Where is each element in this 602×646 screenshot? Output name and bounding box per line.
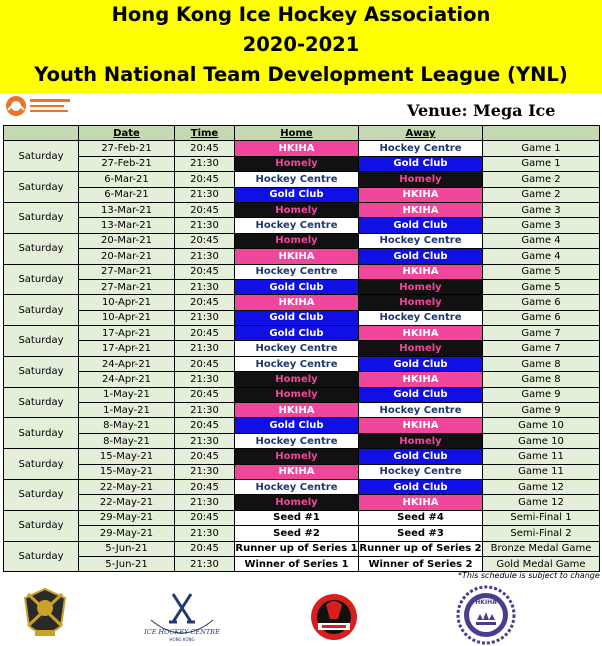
game-cell: Game 3 (483, 202, 600, 217)
time-cell: 20:45 (175, 172, 235, 187)
date-cell: 15-May-21 (79, 464, 175, 479)
home-team-cell: Gold Club (235, 187, 359, 202)
game-cell: Semi-Final 2 (483, 526, 600, 541)
time-cell: 21:30 (175, 526, 235, 541)
away-team-cell: Winner of Series 2 (359, 556, 483, 571)
time-cell: 21:30 (175, 341, 235, 356)
table-row (4, 295, 600, 310)
time-cell: 20:45 (175, 326, 235, 341)
date-cell: 27-Feb-21 (79, 141, 175, 156)
game-cell: Game 1 (483, 156, 600, 171)
home-team-cell: Homely (235, 233, 359, 248)
title-line-2: 2020-2021 (242, 33, 360, 56)
schedule-table (3, 125, 600, 572)
home-team-cell: Hockey Centre (235, 218, 359, 233)
day-cell: Saturday (4, 264, 79, 295)
time-cell: 20:45 (175, 387, 235, 402)
game-cell: Game 10 (483, 418, 600, 433)
time-cell: 21:30 (175, 495, 235, 510)
away-team-cell: Gold Club (359, 356, 483, 371)
away-team-cell: HKIHA (359, 202, 483, 217)
table-row (4, 326, 600, 341)
game-cell: Game 5 (483, 279, 600, 294)
time-cell: 21:30 (175, 249, 235, 264)
date-cell: 13-Mar-21 (79, 218, 175, 233)
away-team-cell: Homely (359, 172, 483, 187)
game-cell: Game 10 (483, 433, 600, 448)
away-team-cell: HKIHA (359, 264, 483, 279)
home-team-cell: Seed #1 (235, 510, 359, 525)
table-row (4, 556, 600, 571)
date-cell: 27-Mar-21 (79, 264, 175, 279)
table-row (4, 341, 600, 356)
lcsd-logo (5, 94, 75, 120)
day-cell: Saturday (4, 172, 79, 203)
day-cell: Saturday (4, 141, 79, 172)
table-row (4, 141, 600, 156)
game-cell: Game 9 (483, 387, 600, 402)
home-team-cell: Homely (235, 156, 359, 171)
game-cell: Game 8 (483, 372, 600, 387)
table-row (4, 356, 600, 371)
table-row (4, 403, 600, 418)
table-row (4, 264, 600, 279)
game-cell: Game 4 (483, 249, 600, 264)
home-team-cell: Hockey Centre (235, 264, 359, 279)
time-cell: 20:45 (175, 541, 235, 556)
time-cell: 21:30 (175, 464, 235, 479)
away-team-cell: Hockey Centre (359, 141, 483, 156)
date-cell: 24-Apr-21 (79, 356, 175, 371)
header-game (483, 126, 600, 141)
away-team-cell: HKIHA (359, 372, 483, 387)
game-cell: Game 6 (483, 295, 600, 310)
day-cell: Saturday (4, 387, 79, 418)
game-cell: Game 1 (483, 141, 600, 156)
time-cell: 20:45 (175, 141, 235, 156)
time-cell: 21:30 (175, 556, 235, 571)
date-cell: 8-May-21 (79, 418, 175, 433)
game-cell: Game 12 (483, 495, 600, 510)
day-cell: Saturday (4, 510, 79, 541)
time-cell: 20:45 (175, 356, 235, 371)
game-cell: Gold Medal Game (483, 556, 600, 571)
time-cell: 20:45 (175, 449, 235, 464)
home-team-cell: HKIHA (235, 464, 359, 479)
day-cell: Saturday (4, 449, 79, 480)
title-line-3: Youth National Team Development League (YNL) (34, 63, 568, 86)
header-away: Away (359, 126, 483, 141)
date-cell: 22-May-21 (79, 479, 175, 494)
table-row (4, 202, 600, 217)
away-team-cell: Hockey Centre (359, 464, 483, 479)
home-team-cell: Seed #2 (235, 526, 359, 541)
away-team-cell: Runner up of Series 2 (359, 541, 483, 556)
table-row (4, 387, 600, 402)
home-team-cell: Gold Club (235, 279, 359, 294)
table-row (4, 279, 600, 294)
away-team-cell: Hockey Centre (359, 233, 483, 248)
date-cell: 17-Apr-21 (79, 326, 175, 341)
time-cell: 21:30 (175, 433, 235, 448)
day-cell: Saturday (4, 233, 79, 264)
date-cell: 8-May-21 (79, 433, 175, 448)
away-team-cell: Homely (359, 295, 483, 310)
time-cell: 20:45 (175, 233, 235, 248)
day-cell: Saturday (4, 541, 79, 572)
hkiha-logo (455, 584, 517, 646)
away-team-cell: HKIHA (359, 418, 483, 433)
time-cell: 21:30 (175, 279, 235, 294)
hockey-centre-logo-subtext: HONG KONG (169, 637, 195, 642)
table-row (4, 464, 600, 479)
game-cell: Game 7 (483, 341, 600, 356)
day-cell: Saturday (4, 479, 79, 510)
game-cell: Game 4 (483, 233, 600, 248)
away-team-cell: Seed #3 (359, 526, 483, 541)
home-team-cell: Homely (235, 449, 359, 464)
home-team-cell: Homely (235, 202, 359, 217)
away-team-cell: HKIHA (359, 187, 483, 202)
header-time: Time (175, 126, 235, 141)
away-team-cell: Hockey Centre (359, 310, 483, 325)
date-cell: 20-Mar-21 (79, 233, 175, 248)
away-team-cell: Gold Club (359, 218, 483, 233)
table-row (4, 249, 600, 264)
time-cell: 21:30 (175, 372, 235, 387)
table-row (4, 218, 600, 233)
time-cell: 21:30 (175, 403, 235, 418)
game-cell: Game 3 (483, 218, 600, 233)
day-cell: Saturday (4, 356, 79, 387)
date-cell: 13-Mar-21 (79, 202, 175, 217)
home-team-cell: Hockey Centre (235, 433, 359, 448)
hkiha-logo-text: HKIHA (475, 599, 497, 606)
table-row (4, 526, 600, 541)
date-cell: 10-Apr-21 (79, 295, 175, 310)
hong-kong-police-logo (20, 586, 70, 644)
game-cell: Game 12 (483, 479, 600, 494)
header-date: Date (79, 126, 175, 141)
home-team-cell: HKIHA (235, 249, 359, 264)
home-team-cell: HKIHA (235, 403, 359, 418)
away-team-cell: Homely (359, 433, 483, 448)
day-cell: Saturday (4, 326, 79, 357)
table-row (4, 510, 600, 525)
date-cell: 27-Mar-21 (79, 279, 175, 294)
away-team-cell: Gold Club (359, 449, 483, 464)
away-team-cell: Gold Club (359, 156, 483, 171)
date-cell: 5-Jun-21 (79, 541, 175, 556)
table-row (4, 187, 600, 202)
game-cell: Game 2 (483, 187, 600, 202)
time-cell: 20:45 (175, 510, 235, 525)
game-cell: Game 7 (483, 326, 600, 341)
away-team-cell: Homely (359, 279, 483, 294)
header-home: Home (235, 126, 359, 141)
date-cell: 24-Apr-21 (79, 372, 175, 387)
time-cell: 20:45 (175, 479, 235, 494)
away-team-cell: Gold Club (359, 479, 483, 494)
date-cell: 6-Mar-21 (79, 172, 175, 187)
table-row (4, 541, 600, 556)
game-cell: Bronze Medal Game (483, 541, 600, 556)
home-team-cell: Homely (235, 495, 359, 510)
away-team-cell: Seed #4 (359, 510, 483, 525)
time-cell: 21:30 (175, 187, 235, 202)
table-row (4, 418, 600, 433)
table-row (4, 495, 600, 510)
home-team-cell: Hockey Centre (235, 172, 359, 187)
day-cell: Saturday (4, 295, 79, 326)
home-team-cell: Winner of Series 1 (235, 556, 359, 571)
time-cell: 21:30 (175, 156, 235, 171)
home-team-cell: Hockey Centre (235, 479, 359, 494)
home-team-cell: Hockey Centre (235, 341, 359, 356)
time-cell: 21:30 (175, 218, 235, 233)
date-cell: 22-May-21 (79, 495, 175, 510)
time-cell: 20:45 (175, 264, 235, 279)
away-team-cell: Gold Club (359, 249, 483, 264)
home-team-cell: Gold Club (235, 310, 359, 325)
table-row (4, 156, 600, 171)
date-cell: 6-Mar-21 (79, 187, 175, 202)
ice-hockey-centre-logo (143, 590, 221, 642)
table-row (4, 479, 600, 494)
table-row (4, 433, 600, 448)
schedule-note: *This schedule is subject to change (458, 571, 600, 580)
game-cell: Game 2 (483, 172, 600, 187)
away-team-cell: HKIHA (359, 326, 483, 341)
table-row (4, 172, 600, 187)
away-team-cell: HKIHA (359, 495, 483, 510)
venue-label: Venue: Mega Ice (407, 101, 556, 120)
table-row (4, 449, 600, 464)
date-cell: 5-Jun-21 (79, 556, 175, 571)
date-cell: 29-May-21 (79, 510, 175, 525)
table-row (4, 310, 600, 325)
header-day (4, 126, 79, 141)
home-team-cell: Hockey Centre (235, 356, 359, 371)
date-cell: 1-May-21 (79, 403, 175, 418)
home-team-cell: Runner up of Series 1 (235, 541, 359, 556)
table-row (4, 233, 600, 248)
date-cell: 29-May-21 (79, 526, 175, 541)
home-team-cell: HKIHA (235, 295, 359, 310)
away-team-cell: Hockey Centre (359, 403, 483, 418)
game-cell: Semi-Final 1 (483, 510, 600, 525)
game-cell: Game 8 (483, 356, 600, 371)
hockey-centre-logo-text: ICE HOCKEY CENTRE (144, 628, 220, 636)
day-cell: Saturday (4, 418, 79, 449)
time-cell: 20:45 (175, 295, 235, 310)
homely-club-logo (306, 589, 362, 643)
date-cell: 10-Apr-21 (79, 310, 175, 325)
date-cell: 27-Feb-21 (79, 156, 175, 171)
date-cell: 17-Apr-21 (79, 341, 175, 356)
day-cell: Saturday (4, 202, 79, 233)
date-cell: 20-Mar-21 (79, 249, 175, 264)
time-cell: 21:30 (175, 310, 235, 325)
away-team-cell: Gold Club (359, 387, 483, 402)
game-cell: Game 5 (483, 264, 600, 279)
game-cell: Game 11 (483, 449, 600, 464)
game-cell: Game 11 (483, 464, 600, 479)
game-cell: Game 9 (483, 403, 600, 418)
date-cell: 15-May-21 (79, 449, 175, 464)
game-cell: Game 6 (483, 310, 600, 325)
home-team-cell: Gold Club (235, 326, 359, 341)
date-cell: 1-May-21 (79, 387, 175, 402)
title-line-1: Hong Kong Ice Hockey Association (111, 3, 491, 26)
table-row (4, 372, 600, 387)
table-header-row (4, 126, 600, 141)
home-team-cell: HKIHA (235, 141, 359, 156)
home-team-cell: Homely (235, 372, 359, 387)
home-team-cell: Homely (235, 387, 359, 402)
home-team-cell: Gold Club (235, 418, 359, 433)
time-cell: 20:45 (175, 418, 235, 433)
title-banner (0, 0, 602, 93)
time-cell: 20:45 (175, 202, 235, 217)
away-team-cell: Homely (359, 341, 483, 356)
